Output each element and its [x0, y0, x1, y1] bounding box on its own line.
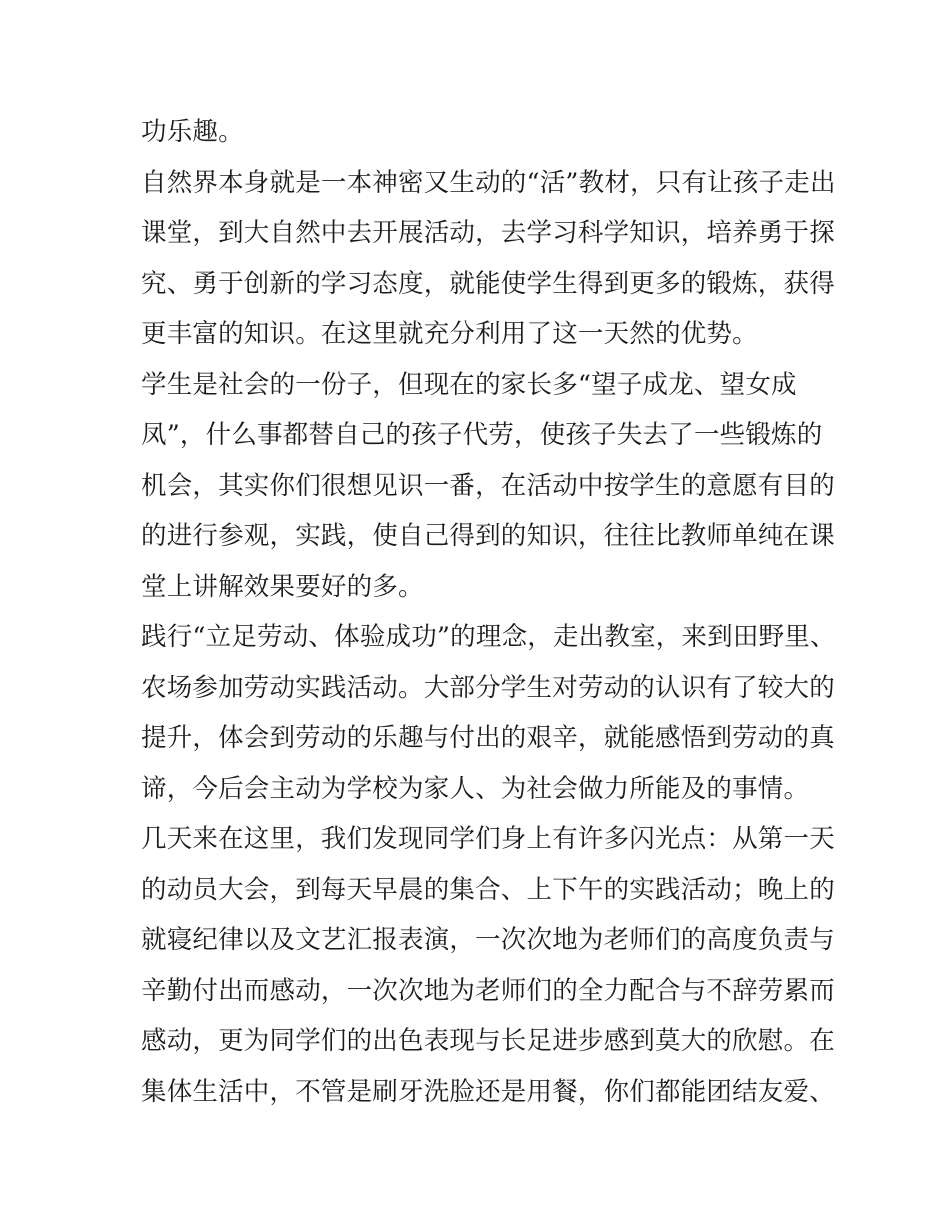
text-line: 功乐趣。 [141, 117, 244, 147]
paragraph-2 [141, 158, 836, 360]
text-line: 的动员大会，到每天早晨的集合、上下午的实践活动；晚上的 [141, 874, 835, 905]
text-line: 学生是社会的一份子，但现在的家长多“望子成龙、望女成 [141, 369, 797, 400]
text-line: 谛，今后会主动为学校为家人、为社会做力所能及的事情。 [141, 773, 810, 804]
text-line: 堂上讲解效果要好的多。 [141, 571, 424, 602]
text-line: 更丰富的知识。在这里就充分利用了这一天然的优势。 [141, 319, 758, 349]
text-line: 集体生活中，不管是刷牙洗脸还是用餐，你们都能团结友爱、 [141, 1076, 835, 1107]
text-line: 提升，体会到劳动的乐趣与付出的艰辛，就能感悟到劳动的真 [141, 723, 835, 753]
paragraph-1 [141, 107, 821, 158]
paragraph-4 [141, 612, 836, 814]
paragraph-5 [141, 814, 835, 1117]
text-line: 就寝纪律以及文艺汇报表演，一次次地为老师们的高度负责与 [141, 925, 835, 955]
text-line: 机会，其实你们很想见识一番，在活动中按学生的意愿有目的 [141, 470, 835, 501]
text-line: 感动，更为同学们的出色表现与长足进步感到莫大的欣慰。在 [141, 1026, 835, 1056]
text-line: 凤”，什么事都替自己的孩子代劳，使孩子失去了一些锻炼的 [141, 420, 823, 450]
text-line: 辛勤付出而感动，一次次地为老师们的全力配合与不辞劳累而 [141, 975, 835, 1006]
document-body [141, 107, 836, 1117]
text-line: 课堂，到大自然中去开展活动，去学习科学知识，培养勇于探 [141, 218, 835, 248]
text-line: 农场参加劳动实践活动。大部分学生对劳动的认识有了较大的 [141, 672, 835, 703]
text-line: 自然界本身就是一本神密又生动的“活”教材，只有让孩子走出 [141, 167, 836, 198]
text-line: 的进行参观，实践，使自己得到的知识，往往比教师单纯在课 [141, 521, 835, 551]
text-line: 几天来在这里，我们发现同学们身上有许多闪光点：从第一天 [141, 824, 835, 854]
text-line: 践行“立足劳动、体验成功”的理念，走出教室，来到田野里、 [141, 622, 836, 652]
paragraph-3 [141, 360, 835, 613]
text-line: 究、勇于创新的学习态度，就能使学生得到更多的锻炼，获得 [141, 268, 835, 299]
